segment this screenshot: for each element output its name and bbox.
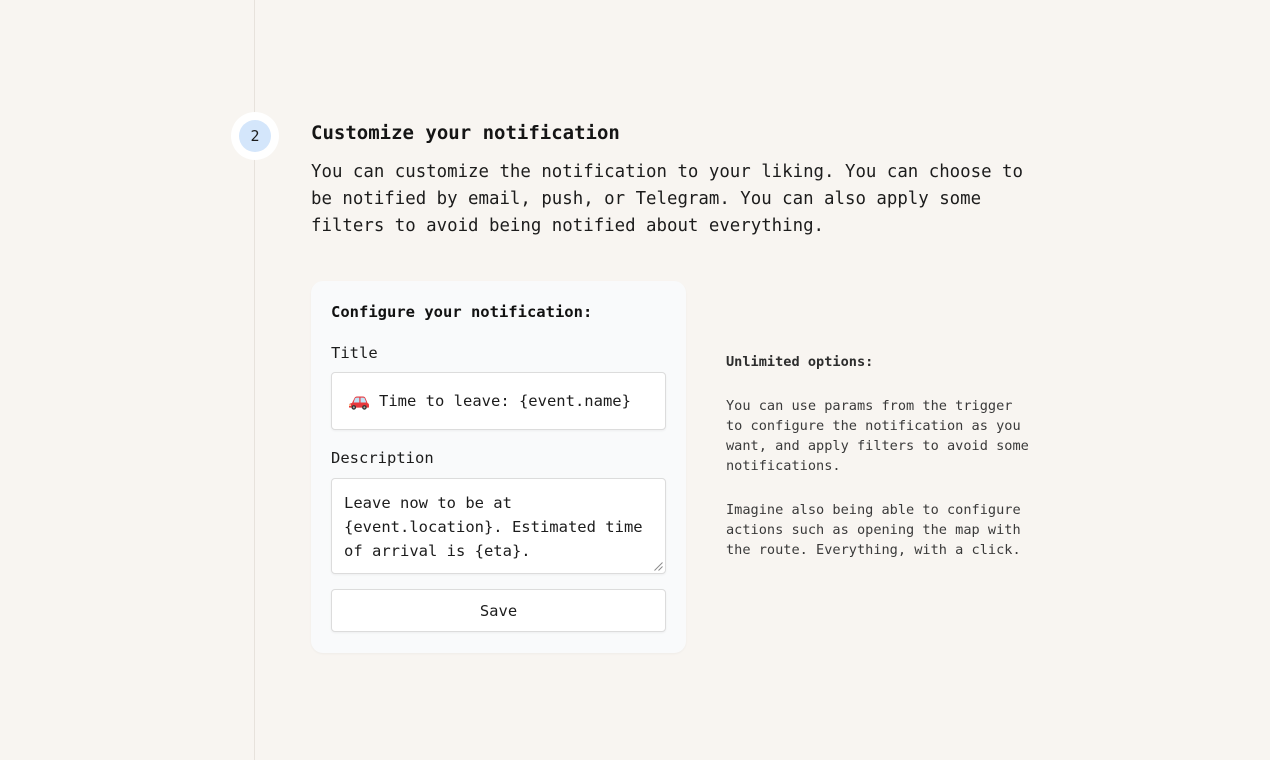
title-input-value: Time to leave: {event.name} — [379, 392, 631, 410]
description-field-label: Description — [331, 449, 434, 467]
step-indicator — [231, 112, 279, 160]
section-title: Customize your notification — [311, 122, 620, 144]
description-textarea-value: Leave now to be at {event.location}. Estimated time of arrival is {eta}. — [344, 494, 643, 560]
description-textarea[interactable] — [331, 478, 666, 574]
side-notes-paragraph-actions: Imagine also being able to configure actions such as opening the map with the route. Everything, with a click. — [726, 502, 1021, 558]
title-input[interactable] — [331, 372, 666, 430]
notification-config-card — [311, 281, 686, 653]
step-number-badge — [239, 120, 271, 152]
title-field-label: Title — [331, 344, 378, 362]
card-heading: Configure your notification: — [331, 303, 593, 321]
side-notes-title: Unlimited options: — [726, 354, 874, 370]
side-notes — [726, 352, 1036, 584]
side-notes-paragraph-params: You can use params from the trigger to configure the notification as you want, and apply filters to avoid some notifications. — [726, 398, 1029, 474]
save-button[interactable]: Save — [331, 589, 666, 632]
step-number: 2 — [250, 127, 260, 145]
car-icon — [348, 394, 370, 410]
section-description: You can customize the notification to your liking. You can choose to be notified by email, push, or Telegram. You can also apply some filters to avoid being notified about everything. — [311, 162, 1023, 236]
resize-handle-icon[interactable] — [654, 562, 663, 571]
